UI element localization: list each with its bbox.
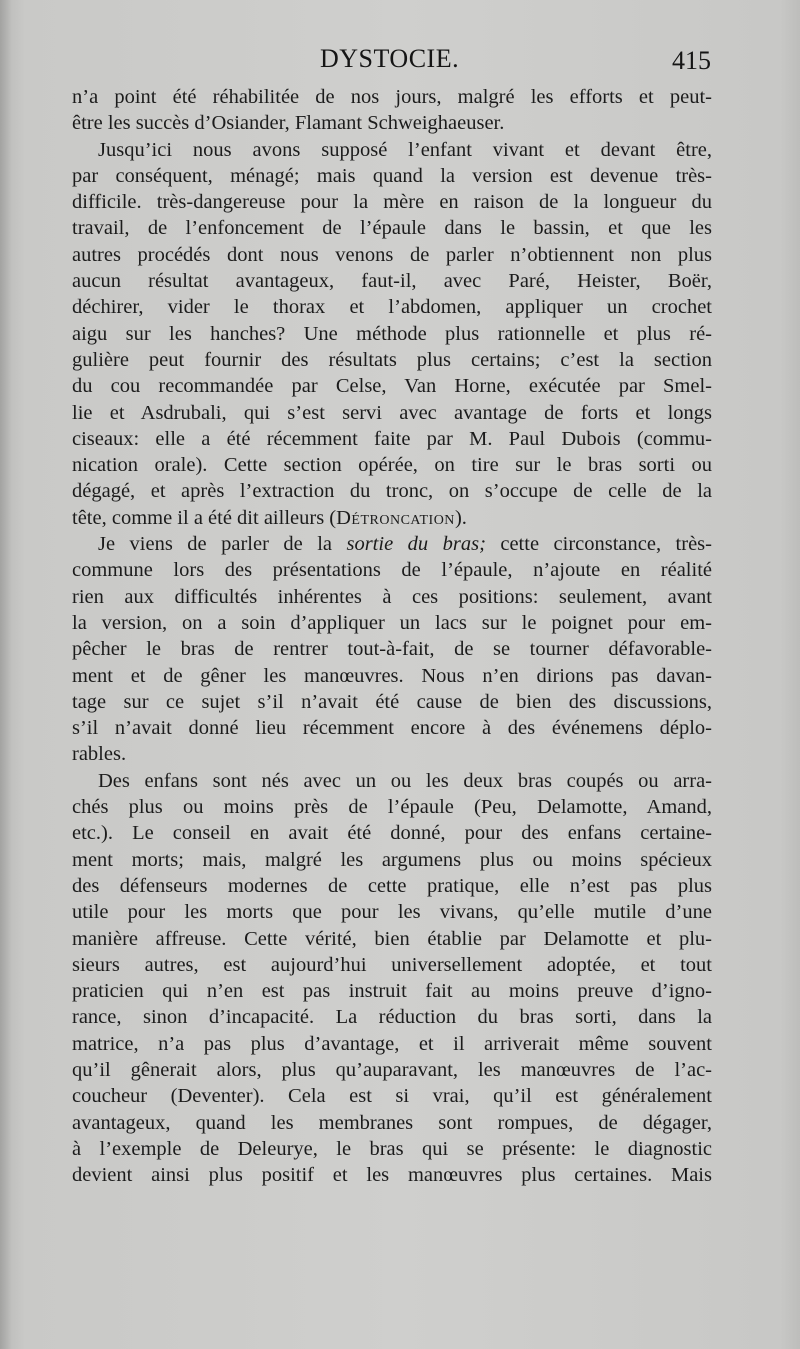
text-line: matrice, n’a pas plus d’avantage, et il arriverait même souvent	[72, 1032, 712, 1055]
text-line: tage sur ce sujet s’il n’avait été cause de bien des discussions,	[72, 690, 712, 713]
text-line	[72, 531, 712, 557]
text-line: dégagé, et après l’extraction du tronc, on s’occupe de celle de la	[72, 480, 712, 503]
text-run: ).	[454, 506, 467, 529]
paragraph-4	[72, 768, 712, 1189]
page-number: 415	[672, 46, 711, 75]
text-line: des défenseurs modernes de cette pratique, elle n’est pas plus	[72, 874, 712, 897]
text-line: pêcher le bras de rentrer tout-à-fait, de se tourner défavorable-	[72, 638, 712, 661]
paragraph-3	[72, 531, 712, 768]
text-line: devient ainsi plus positif et les manœuvres plus certaines. Mais	[72, 1164, 712, 1187]
text-line: Jusqu’ici nous avons supposé l’enfant vivant et devant être,	[98, 138, 712, 161]
text-line: commune lors des présentations de l’épaule, n’ajoute en réalité	[72, 559, 712, 582]
text-line: praticien qui n’en est pas instruit fait au moins preuve d’igno-	[72, 980, 712, 1003]
text-line	[72, 505, 712, 531]
text-line: ment morts; mais, malgré les argumens plus ou moins spécieux	[72, 848, 712, 871]
text-run: tête, comme il a été dit ailleurs (	[72, 506, 337, 529]
text-line: Des enfans sont nés avec un ou les deux bras coupés ou arra-	[98, 769, 712, 792]
paragraph-1	[72, 84, 712, 137]
paragraph-2	[72, 137, 712, 531]
text-line: qu’il gênerait alors, plus qu’auparavant, les manœuvres de l’ac-	[72, 1058, 712, 1081]
text-line: déchirer, vider le thorax et l’abdomen, appliquer un crochet	[72, 296, 712, 319]
cross-reference: Détroncation	[336, 506, 455, 529]
text-line: par conséquent, ménagé; mais quand la version est devenue très-	[72, 164, 712, 187]
text-line: manière affreuse. Cette vérité, bien établie par Delamotte et plu-	[72, 927, 712, 950]
text-line: lie et Asdrubali, qui s’est servi avec avantage de forts et longs	[72, 401, 712, 424]
text-line: ment et de gêner les manœuvres. Nous n’en dirions pas davan-	[72, 664, 712, 687]
text-line: chés plus ou moins près de l’épaule (Peu, Delamotte, Amand,	[72, 796, 712, 819]
text-run: cette circonstance, très-	[485, 533, 712, 556]
text-line: s’il n’avait donné lieu récemment encore à des événemens déplo-	[72, 717, 712, 740]
text-line: rance, sinon d’incapacité. La réduction du bras sorti, dans la	[72, 1006, 712, 1029]
text-line: nication orale). Cette section opérée, on tire sur le bras sorti ou	[72, 454, 712, 477]
text-line: avantageux, quand les membranes sont rompues, de dégager,	[72, 1111, 712, 1134]
text-line: du cou recommandée par Celse, Van Horne, exécutée par Smel-	[72, 375, 712, 398]
text-line: sieurs autres, est aujourd’hui universellement adoptée, et tout	[72, 953, 712, 976]
text-run: Je viens de parler de la	[98, 533, 347, 556]
text-line: aucun résultat avantageux, faut-il, avec Paré, Heister, Boër,	[72, 270, 712, 293]
text-line: utile pour les morts que pour les vivans, qu’elle mutile d’une	[72, 901, 712, 924]
text-line: coucheur (Deventer). Cela est si vrai, qu’il est généralement	[72, 1085, 712, 1108]
text-line: rien aux difficultés inhérentes à ces positions: seulement, avant	[72, 585, 712, 608]
page-header	[0, 40, 800, 80]
text-line: la version, on a soin d’appliquer un lacs sur le poignet pour em-	[72, 611, 712, 634]
text-line: à l’exemple de Deleurye, le bras qui se présente: le diagnostic	[72, 1137, 712, 1160]
body-text	[72, 84, 712, 1188]
text-line: être les succès d’Osiander, Flamant Schweighaeuser.	[72, 112, 505, 135]
page-edge-shadow	[0, 0, 12, 1349]
text-line: gulière peut fournir des résultats plus certains; c’est la section	[72, 348, 712, 371]
text-line: aigu sur les hanches? Une méthode plus rationnelle et plus ré-	[72, 322, 712, 345]
text-line: rables.	[72, 743, 127, 766]
text-line: etc.). Le conseil en avait été donné, pour des enfans certaine-	[72, 822, 712, 845]
text-line: n’a point été réhabilitée de nos jours, malgré les efforts et peut-	[72, 86, 712, 108]
text-line: difficile. très-dangereuse pour la mère en raison de la longueur du	[72, 191, 712, 214]
emphasis: sortie du bras;	[346, 533, 486, 556]
text-line: ciseaux: elle a été récemment faite par M. Paul Dubois (commu-	[72, 427, 712, 450]
text-line: autres procédés dont nous venons de parler n’obtiennent non plus	[72, 243, 712, 266]
text-line: travail, de l’enfoncement de l’épaule dans le bassin, et que les	[72, 217, 712, 240]
running-title: DYSTOCIE.	[320, 44, 460, 73]
